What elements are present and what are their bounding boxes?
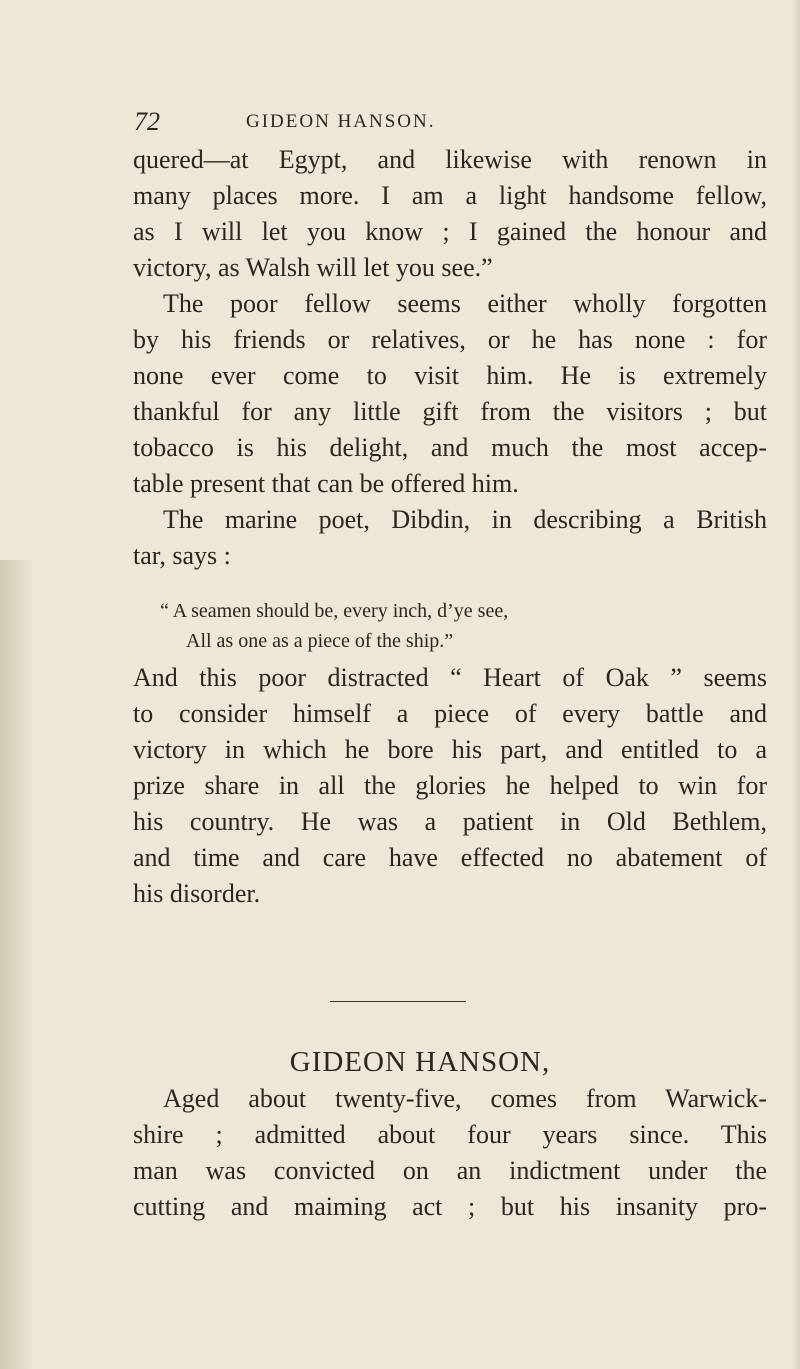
text-line: man was convicted on an indictment under the	[133, 1156, 767, 1185]
page-edge-shadow-left	[0, 560, 34, 1369]
quote-line: “ A seamen should be, every inch, d’ye see,	[160, 600, 509, 622]
text-line: his country. He was a patient in Old Bethlem,	[133, 807, 767, 836]
text-line: The marine poet, Dibdin, in describing a British	[163, 505, 767, 534]
text-line: table present that can be offered him.	[133, 469, 519, 498]
section-divider	[330, 1001, 466, 1002]
text-line: none ever come to visit him. He is extremely	[133, 361, 767, 390]
body-text-middle	[133, 660, 767, 912]
text-line: and time and care have effected no abatement of	[133, 843, 767, 872]
running-head: GIDEON HANSON.	[246, 111, 436, 132]
text-line: cutting and maiming act ; but his insanity pro-	[133, 1192, 767, 1221]
text-line: by his friends or relatives, or he has none : for	[133, 325, 767, 354]
text-line: victory in which he bore his part, and entitled to a	[133, 735, 767, 764]
text-line: as I will let you know ; I gained the honour and	[133, 217, 767, 246]
text-line: And this poor distracted “ Heart of Oak ” seems	[133, 663, 767, 692]
body-text-bottom	[133, 1081, 767, 1225]
section-heading: GIDEON HANSON,	[289, 1046, 551, 1078]
text-line: tobacco is his delight, and much the most accep-	[133, 433, 767, 462]
text-line: victory, as Walsh will let you see.”	[133, 253, 493, 282]
text-line: his disorder.	[133, 879, 261, 908]
page-number: 72	[134, 107, 160, 136]
text-line: to consider himself a piece of every battle and	[133, 699, 767, 728]
text-line: The poor fellow seems either wholly forgotten	[163, 289, 767, 318]
quote-line: All as one as a piece of the ship.”	[186, 630, 454, 652]
page-header	[134, 107, 734, 137]
text-line: thankful for any little gift from the visitors ; but	[133, 397, 767, 426]
page-edge-shadow	[792, 0, 800, 1369]
text-line: tar, says :	[133, 541, 231, 570]
text-line: many places more. I am a light handsome fellow,	[133, 181, 767, 210]
text-line: shire ; admitted about four years since. This	[133, 1120, 767, 1149]
text-line: quered—at Egypt, and likewise with renown in	[133, 145, 767, 174]
text-line: Aged about twenty-five, comes from Warwick-	[163, 1084, 767, 1113]
body-text-top	[133, 142, 767, 574]
verse-quotation	[160, 596, 508, 656]
text-line: prize share in all the glories he helped to win for	[133, 771, 767, 800]
